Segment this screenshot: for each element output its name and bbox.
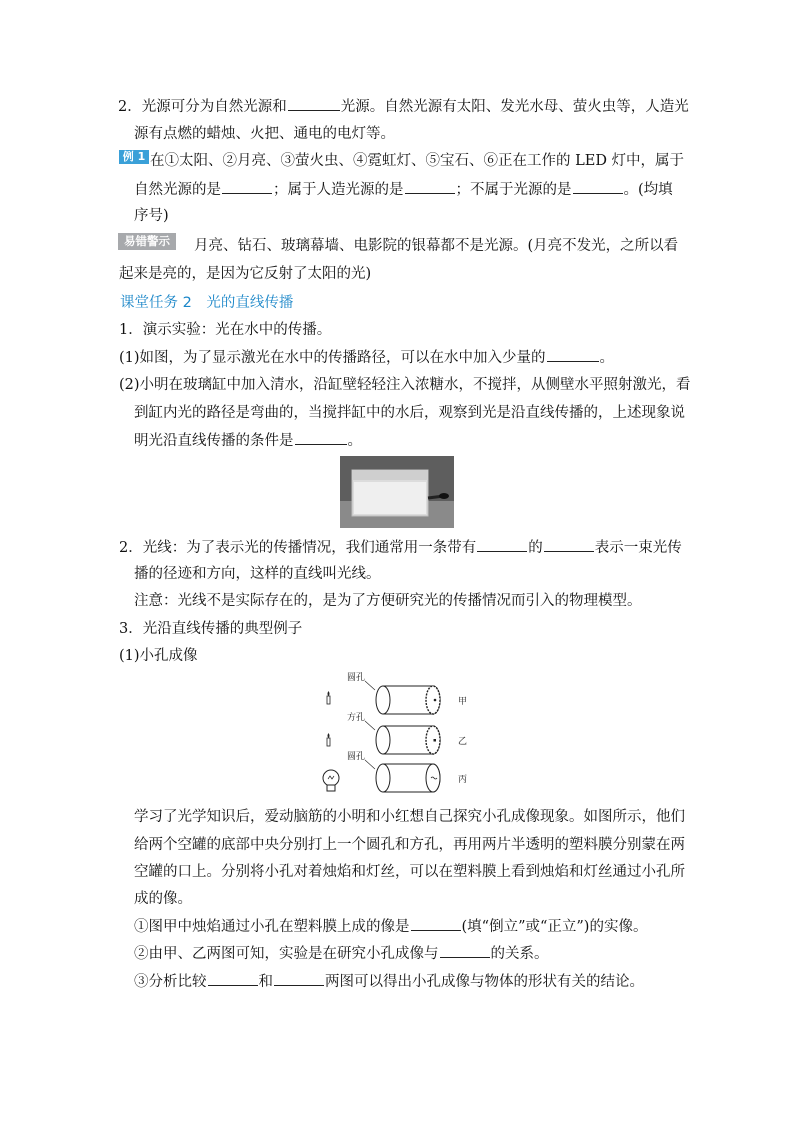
answer-blank[interactable] — [288, 96, 340, 111]
example-1-line-3: 序号) — [134, 208, 169, 224]
example-tag: 例 1 — [119, 150, 149, 164]
task-2-line-1: 2．光线：为了表示光的传播情况，我们通常用一条带有 的 表示一束光传 — [119, 537, 682, 558]
light-bulb-icon — [323, 770, 339, 791]
answer-blank[interactable] — [208, 971, 258, 986]
candle-icon — [327, 691, 330, 704]
answer-blank[interactable] — [547, 347, 599, 362]
task-1-item-1: (1)如图，为了显示激光在水中的传播路径，可以在水中加入少量的 。 — [119, 347, 614, 368]
label-round-hole-2: 圆孔 — [347, 752, 366, 762]
label-jia: 甲 — [458, 697, 468, 707]
example-1-line-1: 在①太阳、②月亮、③萤火虫、④霓虹灯、⑤宝石、⑥正在工作的 LED 灯中，属于 — [150, 153, 685, 169]
paragraph-line-2: 给两个空罐的底部中央分别打上一个圆孔和方孔，再用两片半透明的塑料膜分别蒙在两 — [134, 837, 685, 853]
question-2-line-2: 源有点燃的蜡烛、火把、通电的电灯等。 — [134, 126, 395, 142]
answer-blank[interactable] — [573, 179, 623, 194]
sub-question-2: ②由甲、乙两图可知，实验是在研究小孔成像与 的关系。 — [134, 943, 549, 964]
cylinder-yi — [376, 726, 440, 754]
answer-blank[interactable] — [440, 943, 490, 958]
paragraph-line-3: 空罐的口上。分别将小孔对着烛焰和灯丝，可以在塑料膜上看到烛焰和灯丝通过小孔所 — [134, 864, 685, 880]
sub-question-3: ③分析比较 和 两图可以得出小孔成像与物体的形状有关的结论。 — [134, 971, 644, 992]
task-3-item-1: (1)小孔成像 — [119, 648, 198, 664]
answer-blank[interactable] — [405, 179, 455, 194]
label-round-hole-1: 圆孔 — [347, 673, 366, 683]
sub-question-1: ①图甲中烛焰通过小孔在塑料膜上成的像是 (填“倒立”或“正立”)的实像。 — [134, 916, 647, 937]
task-2-line-2: 播的径迹和方向，这样的直线叫光线。 — [134, 566, 381, 582]
candle-icon — [327, 733, 330, 746]
label-square-hole: 方孔 — [347, 713, 366, 723]
task-1-title: 1．演示实验：光在水中的传播。 — [119, 322, 332, 338]
task-1-item-2-line-1: (2)小明在玻璃缸中加入清水，沿缸壁轻轻注入浓糖水，不搅拌，从侧壁水平照射激光，看 — [119, 377, 691, 393]
water-tank-photo — [340, 456, 454, 528]
task-2-note: 注意：光线不是实际存在的，是为了方便研究光的传播情况而引入的物理模型。 — [134, 593, 642, 609]
example-1-line-2: 自然光源的是 ；属于人造光源的是 ；不属于光源的是 。(均填 — [134, 179, 673, 200]
task-1-item-2-line-2: 到缸内光的路径是弯曲的，当搅拌缸中的水后，观察到光是沿直线传播的，上述现象说 — [134, 405, 685, 421]
paragraph-line-4: 成的像。 — [134, 891, 192, 907]
answer-blank[interactable] — [544, 537, 594, 552]
warning-tag: 易错警示 — [118, 233, 176, 250]
section-title: 课堂任务 2 光的直线传播 — [120, 295, 294, 311]
cylinder-jia — [376, 686, 440, 714]
answer-blank[interactable] — [222, 179, 272, 194]
answer-blank[interactable] — [477, 537, 527, 552]
cylinder-bing — [376, 764, 440, 792]
answer-blank[interactable] — [295, 430, 347, 445]
answer-blank[interactable] — [274, 971, 324, 986]
question-2-line-1: 2．光源可分为自然光源和 光源。自然光源有太阳、发光水母、萤火虫等，人造光 — [118, 96, 689, 117]
answer-blank[interactable] — [411, 916, 461, 931]
task-1-item-2-line-3: 明光沿直线传播的条件是 。 — [134, 430, 362, 451]
task-3-title: 3．光沿直线传播的典型例子 — [119, 621, 303, 637]
paragraph-line-1: 学习了光学知识后，爱动脑筋的小明和小红想自己探究小孔成像现象。如图所示，他们 — [134, 809, 685, 825]
warning-line-2: 起来是亮的，是因为它反射了太阳的光) — [119, 266, 372, 282]
label-yi: 乙 — [458, 737, 468, 747]
pinhole-diagram — [315, 668, 475, 796]
warning-line-1: 月亮、钻石、玻璃幕墙、电影院的银幕都不是光源。(月亮不发光，之所以看 — [194, 238, 679, 254]
label-bing: 丙 — [458, 775, 468, 785]
